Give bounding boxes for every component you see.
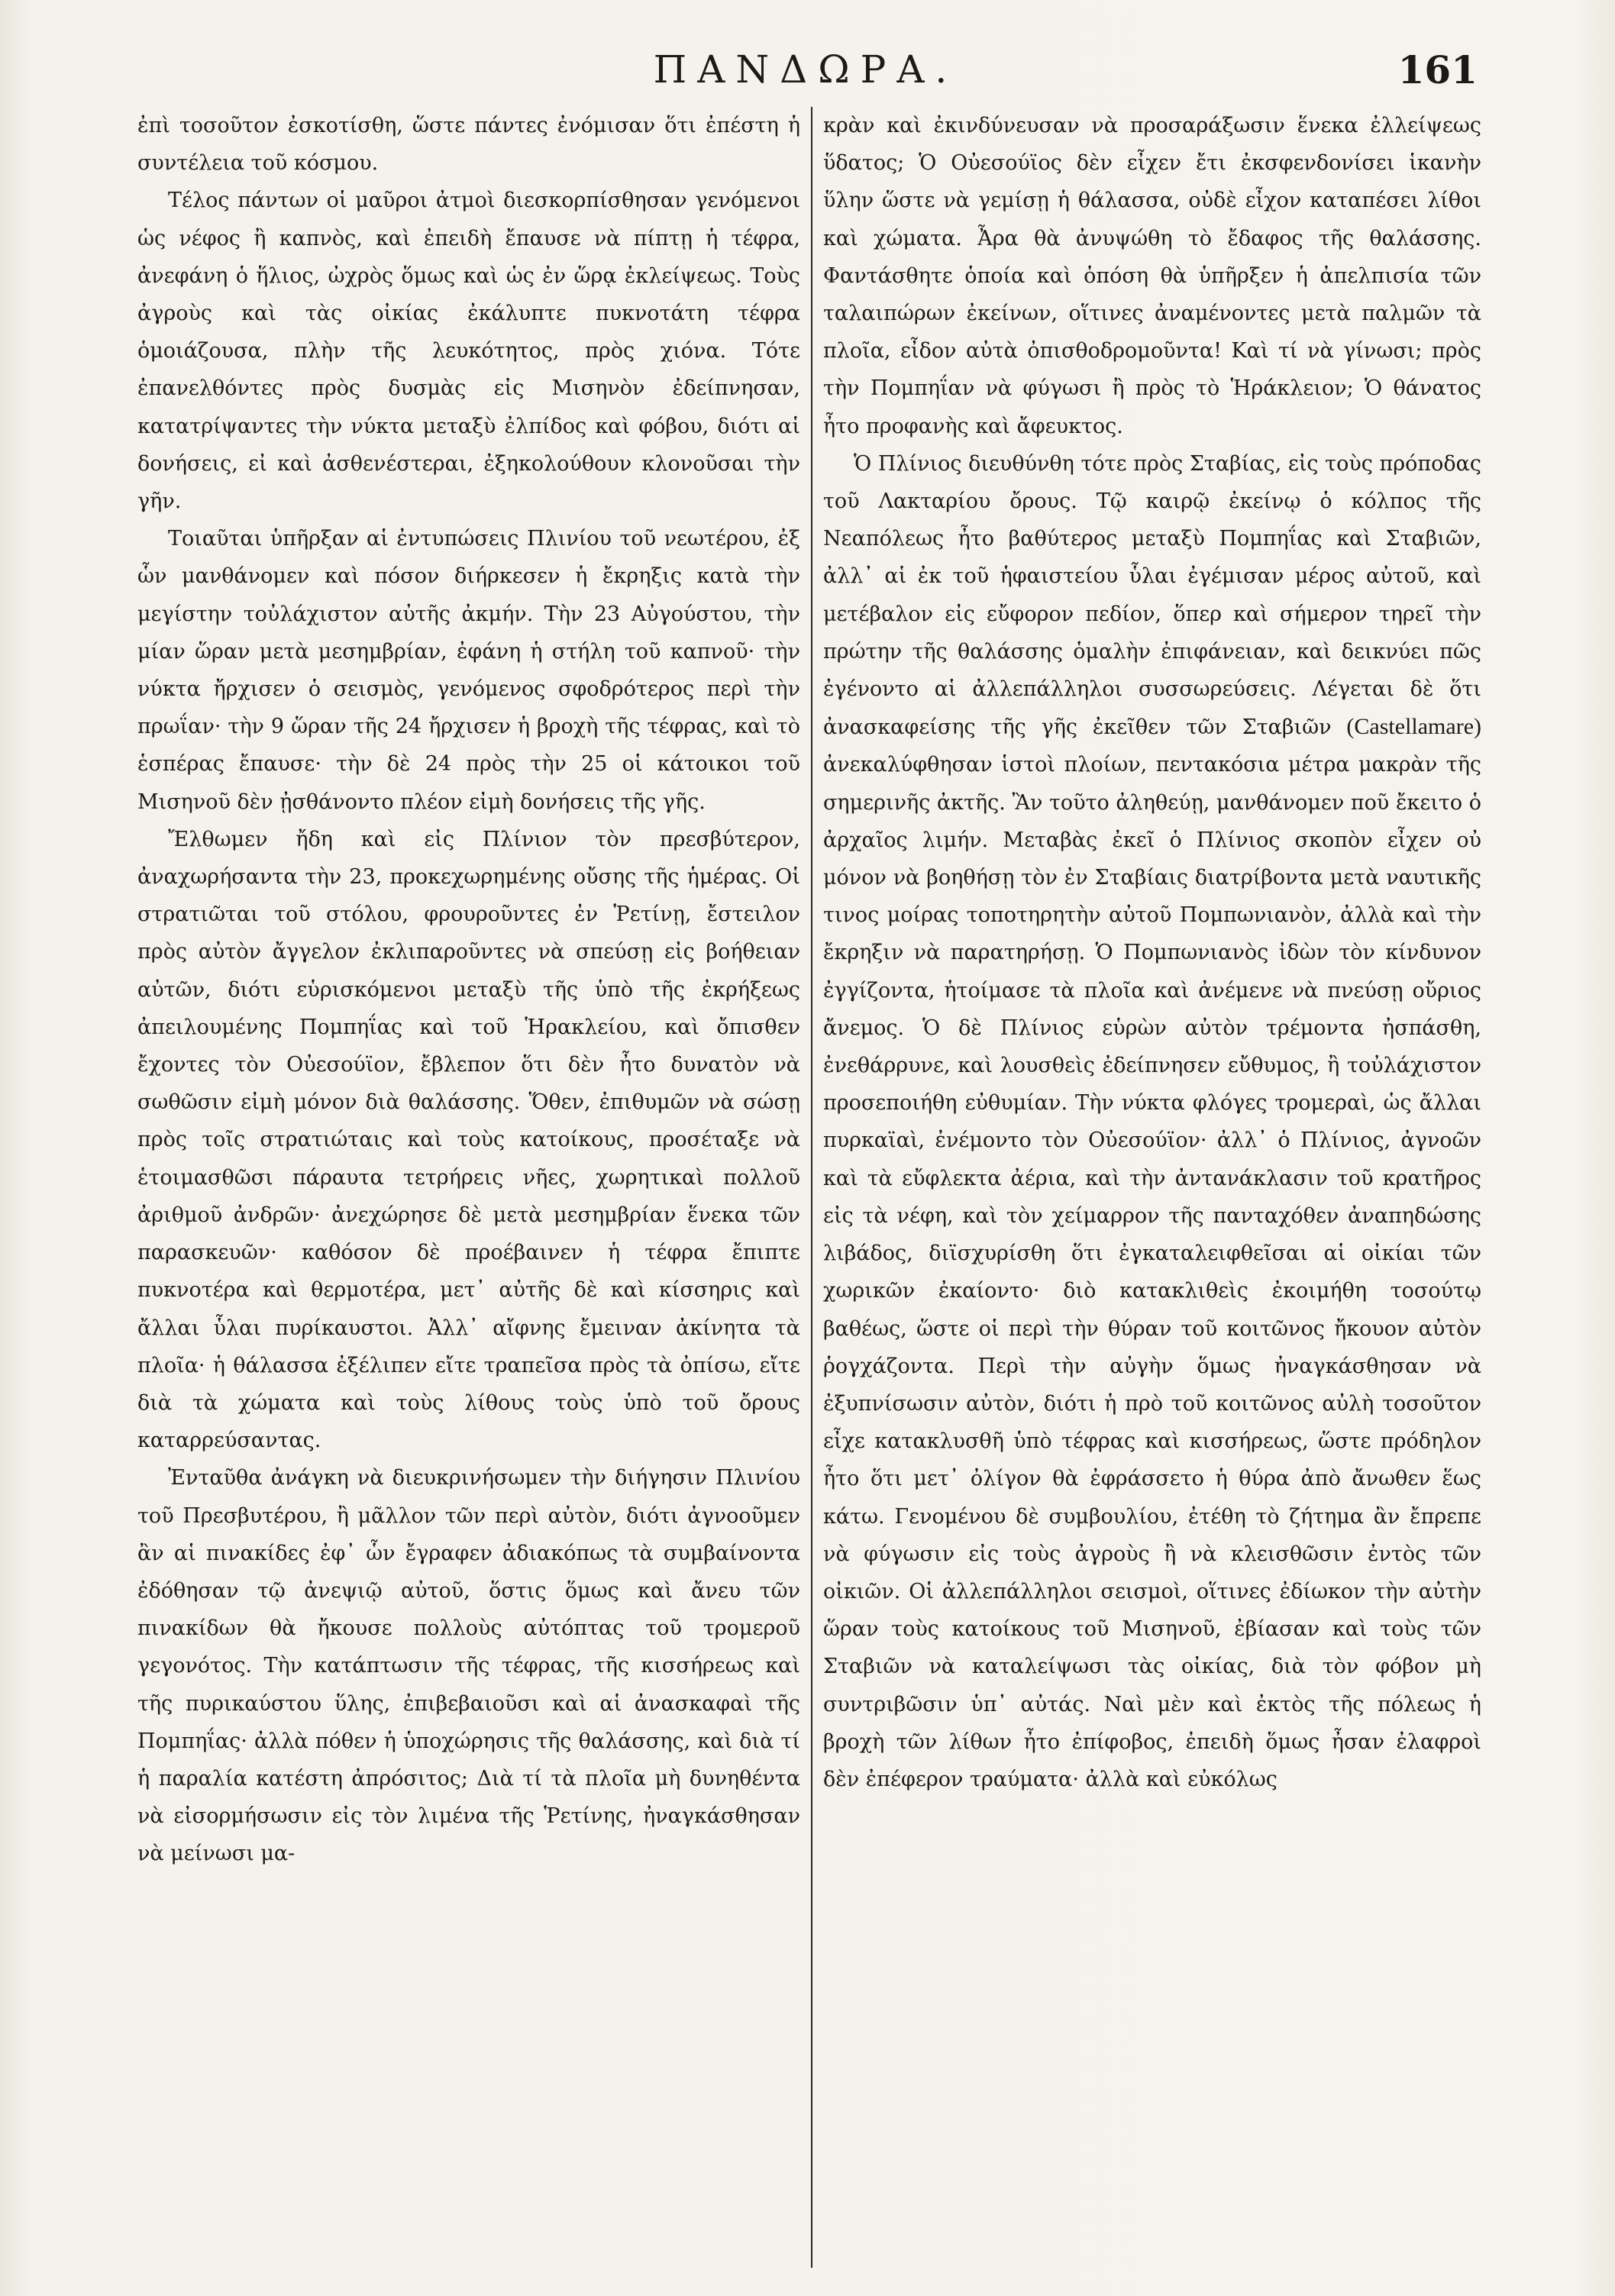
column-divider — [811, 107, 812, 2268]
right-column — [823, 107, 1481, 2268]
paragraph-text: ἀνεκαλύφθησαν ἱστοὶ πλοίων, πεντακόσια μέτρα μακρὰν τῆς σημερινῆς ἀκτῆς. Ἂν τοῦτο ἀληθεύῃ, μανθάνομεν ποῦ ἔκειτο ὁ ἀρχαῖος λιμήν. Μεταβὰς ἐκεῖ ὁ Πλίνιος σκοπὸν εἶχεν οὐ μόνον νὰ βοηθήσῃ τὸν ἐν Σταβίαις διατρίβοντα μετὰ ναυτικῆς τινος μοίρας τοποτηρητὴν αὐτοῦ Πομπωνιανὸν, ἀλλὰ καὶ τὴν ἔκρηξιν νὰ παρατηρήσῃ. Ὁ Πομπωνιανὸς ἰδὼν τὸν κίνδυνον ἐγγίζοντα, ἡτοίμασε τὰ πλοῖα καὶ ἀνέμενε νὰ πνεύσῃ οὔριος ἄνεμος. Ὁ δὲ Πλίνιος εὑρὼν αὐτὸν τρέμοντα ἠσπάσθη, ἐνεθάρρυνε, καὶ λουσθεὶς ἐδείπνησεν εὔθυμος, ἢ τοὐλάχιστον προσεποιήθη εὐθυμίαν. Τὴν νύκτα φλόγες τρομεραὶ, ὡς ἄλλαι πυρκαϊαὶ, ἐνέμοντο τὸν Οὐεσούϊον· ἀλλ᾽ ὁ Πλίνιος, ἀγνοῶν καὶ τὰ εὔφλεκτα ἀέρια, καὶ τὴν ἀντανάκλασιν τοῦ κρατῆρος εἰς τὰ νέφη, καὶ τὸν χείμαρρον τῆς πανταχόθεν ἀναπηδώσης λιβάδος, διϊσχυρίσθη ὅτι ἐγκαταλειφθεῖσαι αἱ οἰκίαι τῶν χωρικῶν ἐκαίοντο· διὸ κατακλιθεὶς ἐκοιμήθη τοσούτῳ βαθέως, ὥστε οἱ περὶ τὴν θύραν τοῦ κοιτῶνος ἤκουον αὐτὸν ῥογχάζοντα. Περὶ τὴν αὐγὴν ὅμως ἠναγκάσθησαν νὰ ἐξυπνίσωσιν αὐτὸν, διότι ἡ πρὸ τοῦ κοιτῶνος αὐλὴ τοσοῦτον εἶχε κατακλυσθῆ ὑπὸ τέφρας καὶ κισσήρεως, ὥστε πρόδηλον ἦτο ὅτι μετ᾽ ὀλίγον θὰ ἐφράσσετο ἡ θύρα ἀπὸ ἄνωθεν ἕως κάτω. Γενομένου δὲ συμβουλίου, ἐτέθη τὸ ζήτημα ἂν ἔπρεπε νὰ φύγωσιν εἰς τοὺς ἀγροὺς ἢ νὰ κλεισθῶσιν ἐντὸς τῶν οἰκιῶν. Οἱ ἀλλεπάλληλοι σεισμοὶ, οἵτινες ἐδίωκον τὴν αὐτὴν ὥραν τοὺς κατοίκους τοῦ Μισηνοῦ, ἐβίασαν καὶ τοὺς τῶν Σταβιῶν νὰ καταλείψωσι τὰς οἰκίας, διὰ τὸν φόβον μὴ συντριβῶσιν ὑπ᾽ αὐτάς. Ναὶ μὲν καὶ ἐκτὸς τῆς πόλεως ἡ βροχὴ τῶν λίθων ἦτο ἐπίφοβος, ἐπειδὴ ὅμως ἦσαν ἐλαφροὶ δὲν ἐπέφερον τραύματα· ἀλλὰ καὶ εὐκόλως — [823, 753, 1481, 1791]
paragraph: ἐπὶ τοσοῦτον ἐσκοτίσθη, ὥστε πάντες ἐνόμισαν ὅτι ἐπέστη ἡ συντέλεια τοῦ κόσμου. — [137, 114, 800, 176]
paragraph — [823, 445, 1481, 1798]
paragraph-text: Ὁ Πλίνιος διευθύνθη τότε πρὸς Σταβίας, εἰς τοὺς πρόποδας τοῦ Λακταρίου ὄρους. Τῷ καιρῷ ἐκείνῳ ὁ κόλπος τῆς Νεαπόλεως ἦτο βαθύτερος μεταξὺ Πομπηΐας καὶ Σταβιῶν, ἀλλ᾽ αἱ ἐκ τοῦ ἡφαιστείου ὗλαι ἐγέμισαν μέρος αὐτοῦ, καὶ μετέβαλον εἰς εὔφορον πεδίον, ὅπερ καὶ σήμερον τηρεῖ τὴν πρώτην τῆς θαλάσσης ὁμαλὴν ἐπιφάνειαν, καὶ δεικνύει πῶς ἐγένοντο αἱ ἀλλεπάλληλοι συσσωρεύσεις. Λέγεται δὲ ὅτι ἀνασκαφείσης τῆς γῆς ἐκεῖθεν τῶν Σταβιῶν — [823, 451, 1481, 740]
running-title: ΠΑΝΔΩΡΑ. — [653, 47, 958, 92]
paragraph: κρὰν καὶ ἐκινδύνευσαν νὰ προσαράξωσιν ἕνεκα ἐλλείψεως ὕδατος; Ὁ Οὐεσούϊος δὲν εἶχεν ἔτι ἐκσφενδονίσει ἱκανὴν ὕλην ὥστε νὰ γεμίσῃ ἡ θάλασσα, οὐδὲ εἶχον καταπέσει λίθοι καὶ χώματα. Ἆρα θὰ ἀνυψώθη τὸ ἔδαφος τῆς θαλάσσης. Φαντάσθητε ὁποία καὶ ὁπόση θὰ ὑπῆρξεν ἡ ἀπελπισία τῶν ταλαιπώρων ἐκείνων, οἵτινες ἀναμένοντες μετὰ παλμῶν τὰ πλοῖα, εἶδον αὐτὰ ὀπισθοδρομοῦντα! Καὶ τί νὰ γίνωσι; πρὸς τὴν Πομπηΐαν νὰ φύγωσι ἢ πρὸς τὸ Ἡράκλειον; Ὁ θάνατος ἦτο προφανὴς καὶ ἄφευκτος. — [823, 114, 1481, 438]
latin-place-name: (Castellamare) — [1346, 714, 1481, 740]
left-column — [137, 107, 800, 2268]
paragraph: Ἔλθωμεν ἤδη καὶ εἰς Πλίνιον τὸν πρεσβύτερον, ἀναχωρήσαντα τὴν 23, προκεχωρημένης οὔσης τῆς ἡμέρας. Οἱ στρατιῶται τοῦ στόλου, φρουροῦντες ἐν Ῥετίνῃ, ἔστειλον πρὸς αὐτὸν ἄγγελον ἐκλιπαροῦντες νὰ σπεύσῃ εἰς βοήθειαν αὐτῶν, διότι εὑρισκόμενοι μεταξὺ τῆς ὑπὸ τῆς ἐκρήξεως ἀπειλουμένης Πομπηΐας καὶ τοῦ Ἡρακλείου, καὶ ὄπισθεν ἔχοντες τὸν Οὐεσούϊον, ἔβλεπον ὅτι δὲν ἦτο δυνατὸν νὰ σωθῶσιν εἰμὴ μόνον διὰ θαλάσσης. Ὅθεν, ἐπιθυμῶν νὰ σώσῃ πρὸς τοῖς στρατιώταις καὶ τοὺς κατοίκους, προσέταξε νὰ ἑτοιμασθῶσι πάραυτα τετρήρεις νῆες, χωρητικαὶ πολλοῦ ἀριθμοῦ ἀνδρῶν· ἀνεχώρησε δὲ μετὰ μεσημβρίαν ἕνεκα τῶν παρασκευῶν· καθόσον δὲ προέβαινεν ἡ τέφρα ἔπιπτε πυκνοτέρα καὶ θερμοτέρα, μετ᾽ αὐτῆς δὲ καὶ κίσσηρις καὶ ἄλλαι ὗλαι πυρίκαυστοι. Ἀλλ᾽ αἴφνης ἔμειναν ἀκίνητα τὰ πλοῖα· ἡ θάλασσα ἐξέλιπεν εἴτε τραπεῖσα πρὸς τὰ ὀπίσω, εἴτε διὰ τὰ χώματα καὶ τοὺς λίθους τοὺς ὑπὸ τοῦ ὄρους καταρρεύσαντας. — [137, 827, 800, 1453]
paragraph: Τοιαῦται ὑπῆρξαν αἱ ἐντυπώσεις Πλινίου τοῦ νεωτέρου, ἐξ ὧν μανθάνομεν καὶ πόσον διήρκεσεν ἡ ἔκρηξις κατὰ τὴν μεγίστην τοὐλάχιστον αὐτῆς ἀκμήν. Τὴν 23 Αὐγούστου, τὴν μίαν ὥραν μετὰ μεσημβρίαν, ἐφάνη ἡ στήλη τοῦ καπνοῦ· τὴν νύκτα ἤρχισεν ὁ σεισμὸς, γενόμενος σφοδρότερος περὶ τὴν πρωΐαν· τὴν 9 ὥραν τῆς 24 ἤρχισεν ἡ βροχὴ τῆς τέφρας, καὶ τὸ ἑσπέρας ἔπαυσε· τὴν δὲ 24 πρὸς τὴν 25 οἱ κάτοικοι τοῦ Μισηνοῦ δὲν ᾐσθάνοντο πλέον εἰμὴ δονήσεις τῆς γῆς. — [137, 527, 800, 814]
page-number: 161 — [1397, 47, 1478, 92]
paragraph: Τέλος πάντων οἱ μαῦροι ἀτμοὶ διεσκορπίσθησαν γενόμενοι ὡς νέφος ἢ καπνὸς, καὶ ἐπειδὴ ἔπαυσε νὰ πίπτῃ ἡ τέφρα, ἀνεφάνη ὁ ἥλιος, ὠχρὸς ὅμως καὶ ὡς ἐν ὥρᾳ ἐκλείψεως. Τοὺς ἀγροὺς καὶ τὰς οἰκίας ἐκάλυπτε πυκνοτάτη τέφρα ὁμοιάζουσα, πλὴν τῆς λευκότητος, πρὸς χιόνα. Τότε ἐπανελθόντες πρὸς δυσμὰς εἰς Μισηνὸν ἐδείπνησαν, κατατρίψαντες τὴν νύκτα μεταξὺ ἐλπίδος καὶ φόβου, διότι αἱ δονήσεις, εἰ καὶ ἀσθενέστεραι, ἐξηκολούθουν κλονοῦσαι τὴν γῆν. — [137, 189, 800, 514]
paragraph: Ἐνταῦθα ἀνάγκη νὰ διευκρινήσωμεν τὴν διήγησιν Πλινίου τοῦ Πρεσβυτέρου, ἢ μᾶλλον τῶν περὶ αὐτὸν, διότι ἀγνοοῦμεν ἂν αἱ πινακίδες ἐφ᾽ ὧν ἔγραφεν ἀδιακόπως τὰ συμβαίνοντα ἐδόθησαν τῷ ἀνεψιῷ αὐτοῦ, ὅστις ὅμως καὶ ἄνευ τῶν πινακίδων θὰ ἤκουσε πολλοὺς αὐτόπτας τοῦ τρομεροῦ γεγονότος. Τὴν κατάπτωσιν τῆς τέφρας, τῆς κισσήρεως καὶ τῆς πυρικαύστου ὕλης, ἐπιβεβαιοῦσι καὶ αἱ ἀνασκαφαὶ τῆς Πομπηΐας· ἀλλὰ πόθεν ἡ ὑποχώρησις τῆς θαλάσσης, καὶ διὰ τί ἡ παραλία κατέστη ἀπρόσιτος; Διὰ τί τὰ πλοῖα μὴ δυνηθέντα νὰ εἰσορμήσωσιν εἰς τὸν λιμένα τῆς Ῥετίνης, ἠναγκάσθησαν νὰ μείνωσι μα- — [137, 1466, 800, 1866]
page-header — [134, 47, 1478, 101]
